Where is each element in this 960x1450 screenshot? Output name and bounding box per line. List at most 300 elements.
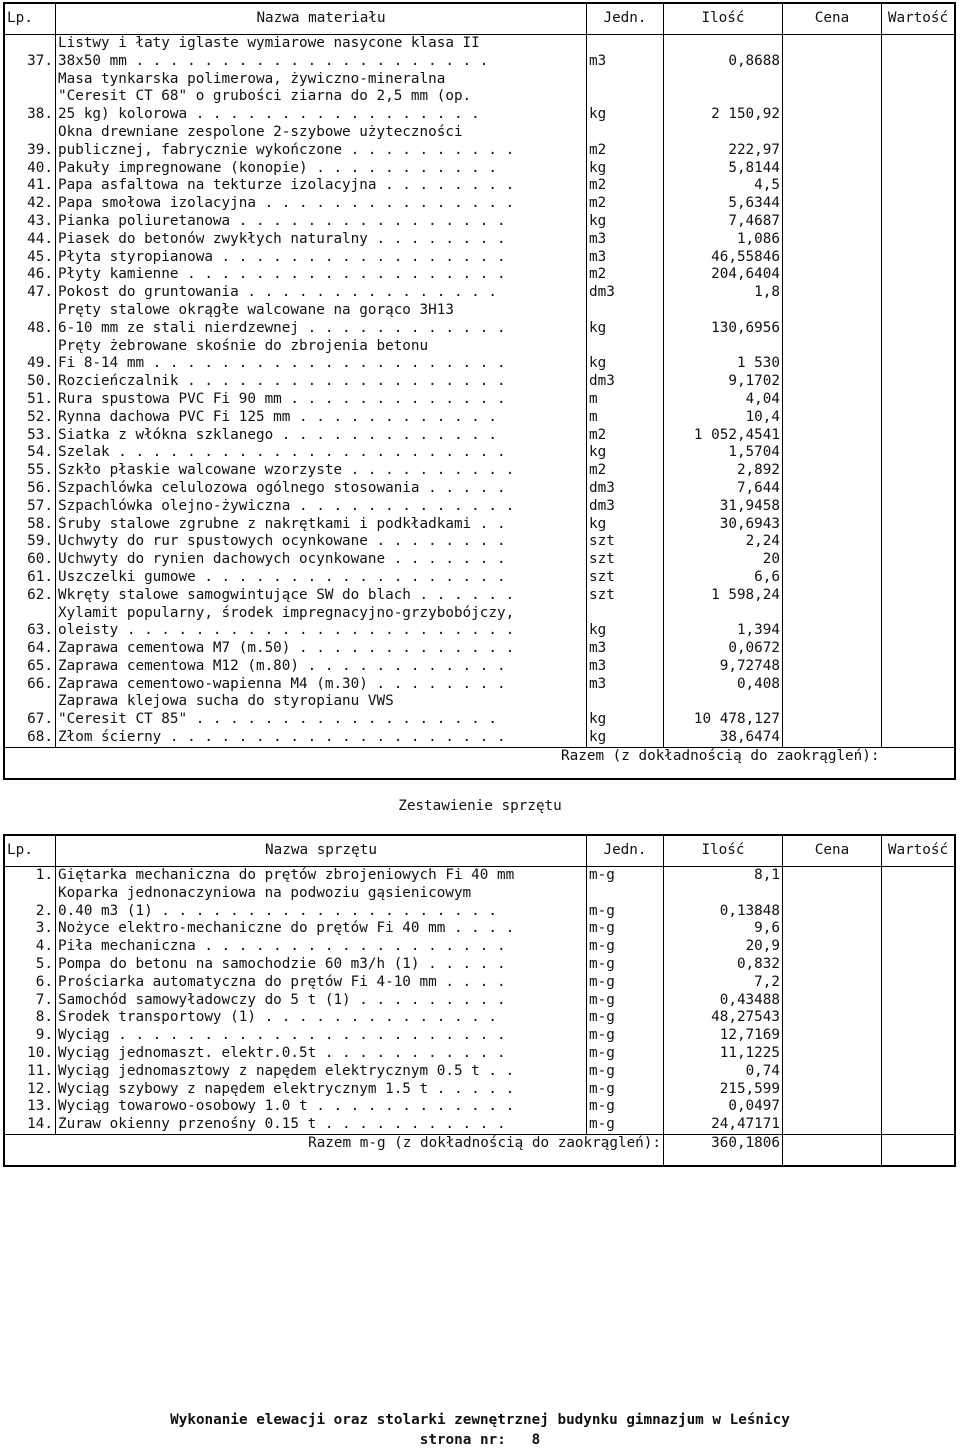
row-unit: szt (587, 569, 664, 587)
row-value (882, 587, 956, 605)
row-name: Siatka z włókna szklanego . . . . . . . . . . . . . (56, 427, 587, 445)
row-qty: 0,43488 (664, 992, 783, 1010)
row-unit: m-g (587, 974, 664, 992)
row-value (882, 338, 956, 374)
table-row (4, 249, 955, 267)
table-row (4, 427, 955, 445)
row-name: Uszczelki gumowe . . . . . . . . . . . . . . . . . . (56, 569, 587, 587)
row-name: Pompa do betonu na samochodzie 60 m3/h (1) . . . . . (56, 956, 587, 974)
row-unit: m-g (587, 867, 664, 885)
row-lp: 14. (4, 1116, 56, 1134)
row-name: Rura spustowa PVC Fi 90 mm . . . . . . . . . . . . . (56, 391, 587, 409)
row-qty: 9,6 (664, 920, 783, 938)
row-price (783, 587, 882, 605)
page-footer (0, 1410, 960, 1450)
row-lp: 61. (4, 569, 56, 587)
row-name: Środek transportowy (1) . . . . . . . . . . . . . . (56, 1009, 587, 1027)
row-price (783, 249, 882, 267)
row-qty: 130,6956 (664, 302, 783, 338)
row-unit: m3 (587, 35, 664, 71)
row-value (882, 551, 956, 569)
row-lp: 41. (4, 177, 56, 195)
table-row (4, 35, 955, 71)
row-value (882, 480, 956, 498)
table-row (4, 409, 955, 427)
table-row (4, 284, 955, 302)
row-lp: 50. (4, 373, 56, 391)
row-qty: 12,7169 (664, 1027, 783, 1045)
table-row (4, 266, 955, 284)
row-qty: 11,1225 (664, 1045, 783, 1063)
row-lp: 47. (4, 284, 56, 302)
table-row (4, 1116, 955, 1134)
row-lp: 1. (4, 867, 56, 885)
row-price (783, 533, 882, 551)
row-value (882, 569, 956, 587)
table-row (4, 569, 955, 587)
row-value (882, 35, 956, 71)
row-value (882, 249, 956, 267)
row-price (783, 867, 882, 885)
row-value (882, 1063, 956, 1081)
row-unit: m3 (587, 231, 664, 249)
row-price (783, 920, 882, 938)
row-unit: m2 (587, 266, 664, 284)
row-name: Szelak . . . . . . . . . . . . . . . . . . . . . . . (56, 444, 587, 462)
row-lp: 42. (4, 195, 56, 213)
row-qty: 46,55846 (664, 249, 783, 267)
row-lp: 9. (4, 1027, 56, 1045)
row-unit: m3 (587, 658, 664, 676)
equipment-section-title: Zestawienie sprzętu (398, 798, 562, 814)
row-lp: 68. (4, 729, 56, 747)
row-qty: 1 052,4541 (664, 427, 783, 445)
row-name: Szkło płaskie walcowane wzorzyste . . . . . . . . . . (56, 462, 587, 480)
row-name: Koparka jednonaczyniowa na podwoziu gąsienicowym 0.40 m3 (1) . . . . . . . . . . . . . . . . . . . . (56, 885, 587, 921)
table-row (4, 920, 955, 938)
row-unit: m2 (587, 177, 664, 195)
row-price (783, 640, 882, 658)
table-row (4, 302, 955, 338)
row-qty: 7,2 (664, 974, 783, 992)
row-name: Pokost do gruntowania . . . . . . . . . . . . . . . (56, 284, 587, 302)
row-lp: 63. (4, 605, 56, 641)
header-name: Nazwa sprzętu (56, 835, 587, 867)
row-value (882, 124, 956, 160)
row-price (783, 1027, 882, 1045)
row-value (882, 992, 956, 1010)
row-value (882, 974, 956, 992)
table-row (4, 640, 955, 658)
table-row (4, 587, 955, 605)
row-qty: 204,6404 (664, 266, 783, 284)
row-price (783, 124, 882, 160)
row-price (783, 444, 882, 462)
row-unit: m3 (587, 640, 664, 658)
row-name: Wkręty stalowe samogwintujące SW do blach . . . . . . (56, 587, 587, 605)
row-lp: 52. (4, 409, 56, 427)
row-name: Rynna dachowa PVC Fi 125 mm . . . . . . . . . . . . (56, 409, 587, 427)
row-price (783, 605, 882, 641)
row-lp: 55. (4, 462, 56, 480)
row-qty: 0,74 (664, 1063, 783, 1081)
row-value (882, 938, 956, 956)
row-name: Wyciąg szybowy z napędem elektrycznym 1.5 t . . . . . (56, 1081, 587, 1099)
row-qty: 24,47171 (664, 1116, 783, 1134)
row-price (783, 160, 882, 178)
row-value (882, 177, 956, 195)
row-name: Okna drewniane zespolone 2-szybowe użyteczności publicznej, fabrycznie wykończone . . . . . . . . . . (56, 124, 587, 160)
row-qty: 5,8144 (664, 160, 783, 178)
row-value (882, 956, 956, 974)
table-row (4, 693, 955, 729)
row-value (882, 284, 956, 302)
row-qty: 1 598,24 (664, 587, 783, 605)
row-price (783, 391, 882, 409)
row-qty: 4,04 (664, 391, 783, 409)
row-qty: 222,97 (664, 124, 783, 160)
table-row (4, 1063, 955, 1081)
row-qty: 2,892 (664, 462, 783, 480)
row-lp: 49. (4, 338, 56, 374)
table-row (4, 605, 955, 641)
equipment-total-sum (882, 1134, 956, 1166)
row-unit: m-g (587, 1081, 664, 1099)
row-lp: 7. (4, 992, 56, 1010)
row-unit: m2 (587, 124, 664, 160)
row-value (882, 1098, 956, 1116)
header-price: Cena (783, 835, 882, 867)
table-row (4, 195, 955, 213)
header-unit: Jedn. (587, 835, 664, 867)
row-name: Śruby stalowe zgrubne z nakrętkami i podkładkami . . (56, 516, 587, 534)
equipment-total-row (4, 1134, 955, 1166)
row-value (882, 676, 956, 694)
header-lp: Lp. (4, 3, 56, 35)
row-lp: 6. (4, 974, 56, 992)
row-name: Rozcieńczalnik . . . . . . . . . . . . . . . . . . . (56, 373, 587, 391)
row-lp: 62. (4, 587, 56, 605)
header-unit: Jedn. (587, 3, 664, 35)
row-qty: 1,8 (664, 284, 783, 302)
row-qty: 8,1 (664, 867, 783, 885)
row-unit: szt (587, 533, 664, 551)
row-name: Uchwyty do rynien dachowych ocynkowane . . . . . . . (56, 551, 587, 569)
row-unit: m-g (587, 1009, 664, 1027)
row-name: Prościarka automatyczna do prętów Fi 4-10 mm . . . . (56, 974, 587, 992)
row-unit: kg (587, 444, 664, 462)
row-name: Papa smołowa izolacyjna . . . . . . . . . . . . . . . (56, 195, 587, 213)
row-name: Zaprawa cementowo-wapienna M4 (m.30) . . . . . . . . (56, 676, 587, 694)
row-value (882, 195, 956, 213)
row-lp: 56. (4, 480, 56, 498)
row-qty: 4,5 (664, 177, 783, 195)
table-row (4, 992, 955, 1010)
equipment-total-value: 360,1806 (664, 1134, 783, 1166)
header-qty: Ilość (664, 835, 783, 867)
row-name: Masa tynkarska polimerowa, żywiczno-mineralna "Ceresit CT 68" o grubości ziarna do 2,5 mm (op. 25 kg) kolorowa . . . . . . . . . . . . . . . . . (56, 71, 587, 124)
row-unit: kg (587, 213, 664, 231)
row-qty: 6,6 (664, 569, 783, 587)
row-unit: m-g (587, 1027, 664, 1045)
table-row (4, 658, 955, 676)
row-unit: m-g (587, 938, 664, 956)
row-unit: m-g (587, 1045, 664, 1063)
row-value (882, 462, 956, 480)
row-lp: 48. (4, 302, 56, 338)
row-unit: kg (587, 693, 664, 729)
row-lp: 66. (4, 676, 56, 694)
row-value (882, 444, 956, 462)
row-price (783, 409, 882, 427)
row-name: Wyciąg jednomasztowy z napędem elektrycznym 0.5 t . . (56, 1063, 587, 1081)
table-row (4, 373, 955, 391)
row-lp: 13. (4, 1098, 56, 1116)
row-price (783, 498, 882, 516)
row-value (882, 498, 956, 516)
row-name: Pianka poliuretanowa . . . . . . . . . . . . . . . . (56, 213, 587, 231)
row-value (882, 427, 956, 445)
row-qty: 0,0497 (664, 1098, 783, 1116)
row-unit: m-g (587, 920, 664, 938)
table-row (4, 1081, 955, 1099)
row-qty: 0,408 (664, 676, 783, 694)
row-price (783, 35, 882, 71)
row-name: Piła mechaniczna . . . . . . . . . . . . . . . . . . (56, 938, 587, 956)
row-name: Pręty żebrowane skośnie do zbrojenia betonu Fi 8-14 mm . . . . . . . . . . . . . . . . . . . . . (56, 338, 587, 374)
row-price (783, 213, 882, 231)
row-qty: 0,0672 (664, 640, 783, 658)
row-qty: 7,644 (664, 480, 783, 498)
row-price (783, 177, 882, 195)
row-price (783, 373, 882, 391)
row-value (882, 1027, 956, 1045)
row-qty: 9,72748 (664, 658, 783, 676)
table-row (4, 938, 955, 956)
table-row (4, 71, 955, 124)
row-lp: 2. (4, 885, 56, 921)
footer-title: Wykonanie elewacji oraz stolarki zewnętrznej budynku gimnazjum w Leśnicy (170, 1412, 790, 1428)
table-row (4, 1045, 955, 1063)
row-price (783, 956, 882, 974)
row-unit: m (587, 391, 664, 409)
table-row (4, 462, 955, 480)
row-lp: 64. (4, 640, 56, 658)
row-value (882, 516, 956, 534)
row-lp: 67. (4, 693, 56, 729)
row-lp: 60. (4, 551, 56, 569)
table-row (4, 1027, 955, 1045)
row-unit: kg (587, 71, 664, 124)
table-row (4, 391, 955, 409)
row-unit: dm3 (587, 284, 664, 302)
row-lp: 65. (4, 658, 56, 676)
row-unit: m-g (587, 1116, 664, 1134)
footer-page-number: strona nr: 8 (419, 1432, 541, 1448)
row-unit: kg (587, 302, 664, 338)
row-lp: 57. (4, 498, 56, 516)
materials-table (3, 2, 956, 780)
row-qty: 2,24 (664, 533, 783, 551)
row-lp: 54. (4, 444, 56, 462)
row-qty: 10 478,127 (664, 693, 783, 729)
row-unit: kg (587, 338, 664, 374)
equipment-total-label: Razem m-g (z dokładnością do zaokrągleń): (4, 1134, 664, 1166)
row-unit: m-g (587, 992, 664, 1010)
row-unit: szt (587, 551, 664, 569)
table-row (4, 1009, 955, 1027)
row-unit: dm3 (587, 373, 664, 391)
row-value (882, 1081, 956, 1099)
row-price (783, 516, 882, 534)
row-name: Złom ścierny . . . . . . . . . . . . . . . . . . . . (56, 729, 587, 747)
header-price: Cena (783, 3, 882, 35)
row-name: Szpachlówka olejno-żywiczna . . . . . . . . . . . . . (56, 498, 587, 516)
row-name: Piasek do betonów zwykłych naturalny . . . . . . . . (56, 231, 587, 249)
row-qty: 10,4 (664, 409, 783, 427)
row-unit: kg (587, 160, 664, 178)
row-qty: 1,5704 (664, 444, 783, 462)
row-value (882, 533, 956, 551)
row-price (783, 480, 882, 498)
row-price (783, 284, 882, 302)
row-name: Zaprawa klejowa sucha do styropianu VWS "Ceresit CT 85" . . . . . . . . . . . . . . . . . . (56, 693, 587, 729)
row-value (882, 1045, 956, 1063)
row-unit: kg (587, 729, 664, 747)
table-row (4, 124, 955, 160)
table-row (4, 444, 955, 462)
row-lp: 39. (4, 124, 56, 160)
row-lp: 45. (4, 249, 56, 267)
header-qty: Ilość (664, 3, 783, 35)
row-unit: m-g (587, 1098, 664, 1116)
row-qty: 1,086 (664, 231, 783, 249)
row-name: Listwy i łaty iglaste wymiarowe nasycone klasa II 38x50 mm . . . . . . . . . . . . . . . . . . . . . (56, 35, 587, 71)
row-value (882, 71, 956, 124)
table-row (4, 867, 955, 885)
materials-total-value (882, 747, 956, 779)
row-unit: m3 (587, 249, 664, 267)
row-value (882, 409, 956, 427)
table-row (4, 516, 955, 534)
row-lp: 51. (4, 391, 56, 409)
table-row (4, 974, 955, 992)
row-price (783, 1098, 882, 1116)
row-price (783, 231, 882, 249)
row-price (783, 1081, 882, 1099)
row-lp: 46. (4, 266, 56, 284)
table-row (4, 480, 955, 498)
row-lp: 43. (4, 213, 56, 231)
row-lp: 40. (4, 160, 56, 178)
table-row (4, 885, 955, 921)
materials-header-row (4, 3, 955, 35)
table-row (4, 533, 955, 551)
row-unit: m2 (587, 427, 664, 445)
header-value: Wartość (882, 835, 956, 867)
row-unit: szt (587, 587, 664, 605)
row-name: Uchwyty do rur spustowych ocynkowane . . . . . . . . (56, 533, 587, 551)
row-price (783, 462, 882, 480)
row-unit: kg (587, 605, 664, 641)
row-lp: 11. (4, 1063, 56, 1081)
table-row (4, 213, 955, 231)
row-value (882, 729, 956, 747)
row-price (783, 1116, 882, 1134)
materials-total-label: Razem (z dokładnością do zaokrągleń): (4, 747, 882, 779)
row-price (783, 938, 882, 956)
row-unit: kg (587, 516, 664, 534)
row-price (783, 71, 882, 124)
row-price (783, 302, 882, 338)
row-qty: 2 150,92 (664, 71, 783, 124)
row-unit: m (587, 409, 664, 427)
row-name: Xylamit popularny, środek impregnacyjno-grzybobójczy, oleisty . . . . . . . . . . . . . . . . . . . . . . . (56, 605, 587, 641)
row-qty: 0,13848 (664, 885, 783, 921)
row-price (783, 1045, 882, 1063)
table-row (4, 498, 955, 516)
row-value (882, 266, 956, 284)
row-value (882, 391, 956, 409)
row-qty: 1,394 (664, 605, 783, 641)
row-value (882, 867, 956, 885)
row-price (783, 676, 882, 694)
row-unit: m-g (587, 956, 664, 974)
row-qty: 20,9 (664, 938, 783, 956)
row-qty: 1 530 (664, 338, 783, 374)
row-name: Papa asfaltowa na tekturze izolacyjna . . . . . . . . (56, 177, 587, 195)
row-value (882, 302, 956, 338)
row-unit: m-g (587, 1063, 664, 1081)
table-row (4, 1098, 955, 1116)
row-lp: 5. (4, 956, 56, 974)
row-name: Wyciąg jednomaszt. elektr.0.5t . . . . . . . . . . . (56, 1045, 587, 1063)
materials-total-row (4, 747, 955, 779)
row-price (783, 885, 882, 921)
row-price (783, 729, 882, 747)
row-qty: 38,6474 (664, 729, 783, 747)
row-unit: m-g (587, 885, 664, 921)
table-row (4, 177, 955, 195)
row-qty: 31,9458 (664, 498, 783, 516)
row-value (882, 693, 956, 729)
row-lp: 8. (4, 1009, 56, 1027)
row-unit: dm3 (587, 480, 664, 498)
header-lp: Lp. (4, 835, 56, 867)
row-qty: 5,6344 (664, 195, 783, 213)
row-price (783, 338, 882, 374)
row-lp: 59. (4, 533, 56, 551)
row-unit: m3 (587, 676, 664, 694)
row-price (783, 1009, 882, 1027)
row-qty: 30,6943 (664, 516, 783, 534)
table-row (4, 338, 955, 374)
row-qty: 20 (664, 551, 783, 569)
table-row (4, 956, 955, 974)
row-value (882, 1009, 956, 1027)
row-name: Płyta styropianowa . . . . . . . . . . . . . . . . . (56, 249, 587, 267)
row-name: Żuraw okienny przenośny 0.15 t . . . . . . . . . . . (56, 1116, 587, 1134)
row-price (783, 266, 882, 284)
row-name: Nożyce elektro-mechaniczne do prętów Fi 40 mm . . . . (56, 920, 587, 938)
row-value (882, 605, 956, 641)
row-unit: m2 (587, 195, 664, 213)
header-name: Nazwa materiału (56, 3, 587, 35)
table-row (4, 231, 955, 249)
equipment-header-row (4, 835, 955, 867)
row-price (783, 992, 882, 1010)
row-price (783, 427, 882, 445)
